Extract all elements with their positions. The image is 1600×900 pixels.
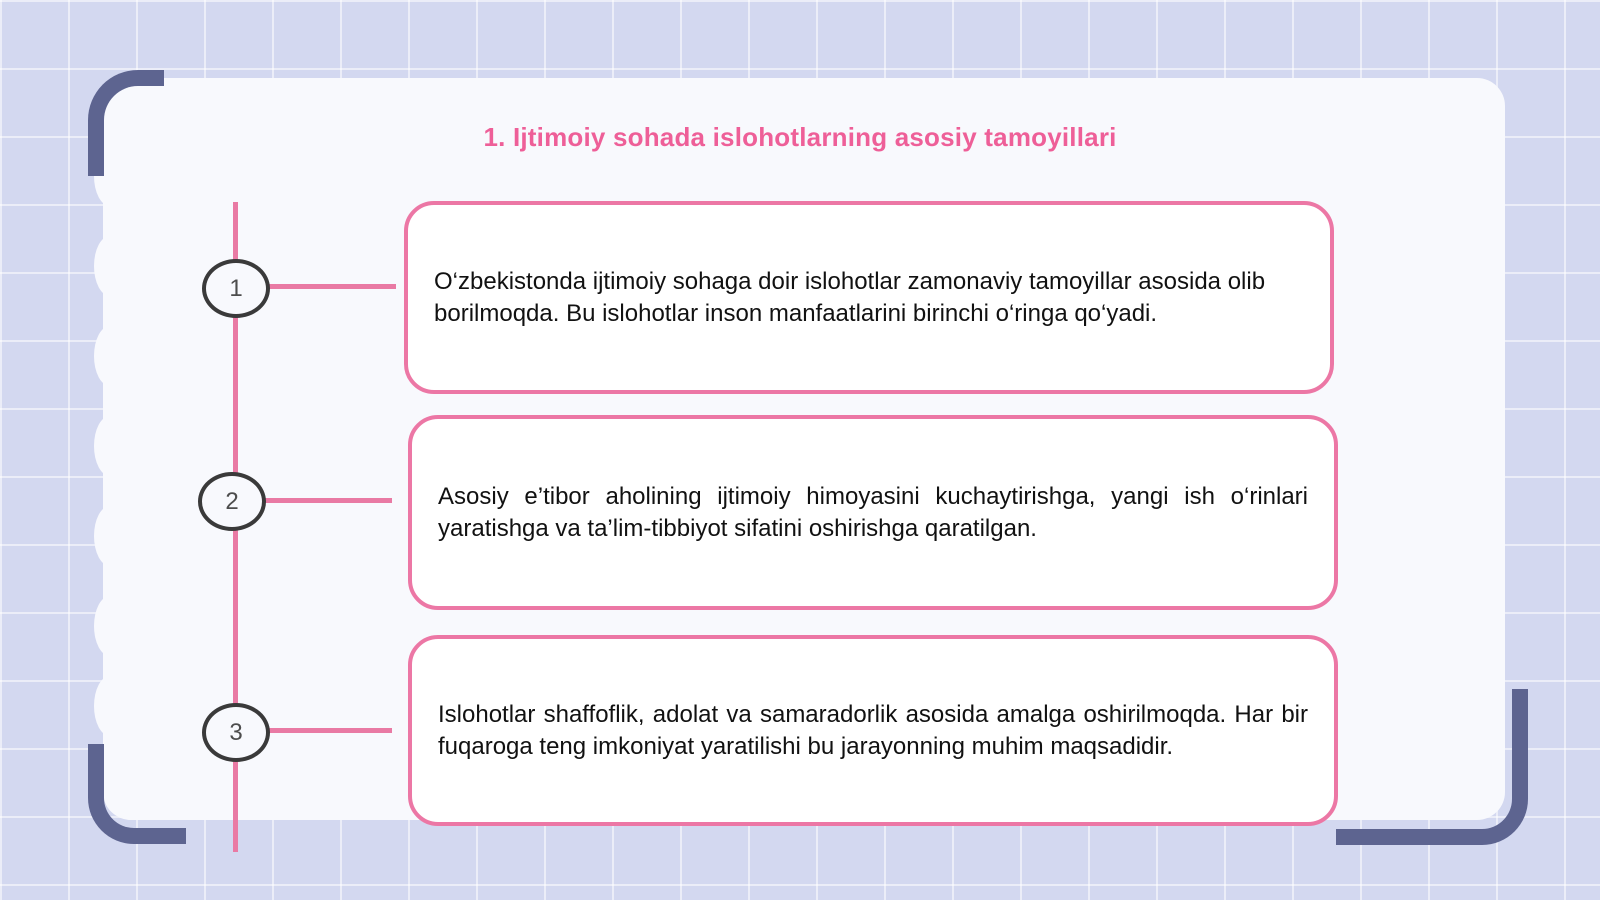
slide-title: 1. Ijtimoiy sohada islohotlarning asosiy tamoyillari xyxy=(483,122,1117,152)
paper-scallop xyxy=(94,596,126,656)
step-card xyxy=(404,201,1334,394)
step-connector xyxy=(266,728,392,733)
paper-scallop xyxy=(94,236,126,296)
step-number-badge: 3 xyxy=(202,703,270,762)
step-card xyxy=(408,635,1338,826)
frame-corner-top-left xyxy=(88,70,164,176)
step-connector xyxy=(262,498,392,503)
paper-scallop xyxy=(94,676,126,736)
frame-corner-bottom-right xyxy=(1336,689,1528,845)
paper-scallop xyxy=(94,416,126,476)
paper-scallop xyxy=(94,326,126,386)
frame-corner-bottom-left xyxy=(88,744,186,844)
step-card-text: O‘zbekistonda ijtimoiy sohaga doir islohotlar zamonaviy tamoyillar asosida olib borilmoqda. Bu islohotlar inson manfaatlarini birinchi o‘ringa qo‘yadi. xyxy=(434,267,1266,327)
paper-scallop xyxy=(94,506,126,566)
step-number-badge: 1 xyxy=(202,259,270,318)
step-connector xyxy=(266,284,396,289)
step-number-badge: 2 xyxy=(198,472,266,531)
step-card xyxy=(408,415,1338,610)
step-card-text: Asosiy e’tibor aholining ijtimoiy himoyasini kuchaytirishga, yangi ish o‘rinlari yaratishga va ta’lim-tibbiyot sifatini oshirishga qaratilgan. xyxy=(438,482,1308,542)
step-card-text: Islohotlar shaffoflik, adolat va samaradorlik asosida amalga oshirilmoqda. Har bir fuqaroga teng imkoniyat yaratilishi bu jarayonning muhim maqsadidir. xyxy=(438,700,1308,760)
